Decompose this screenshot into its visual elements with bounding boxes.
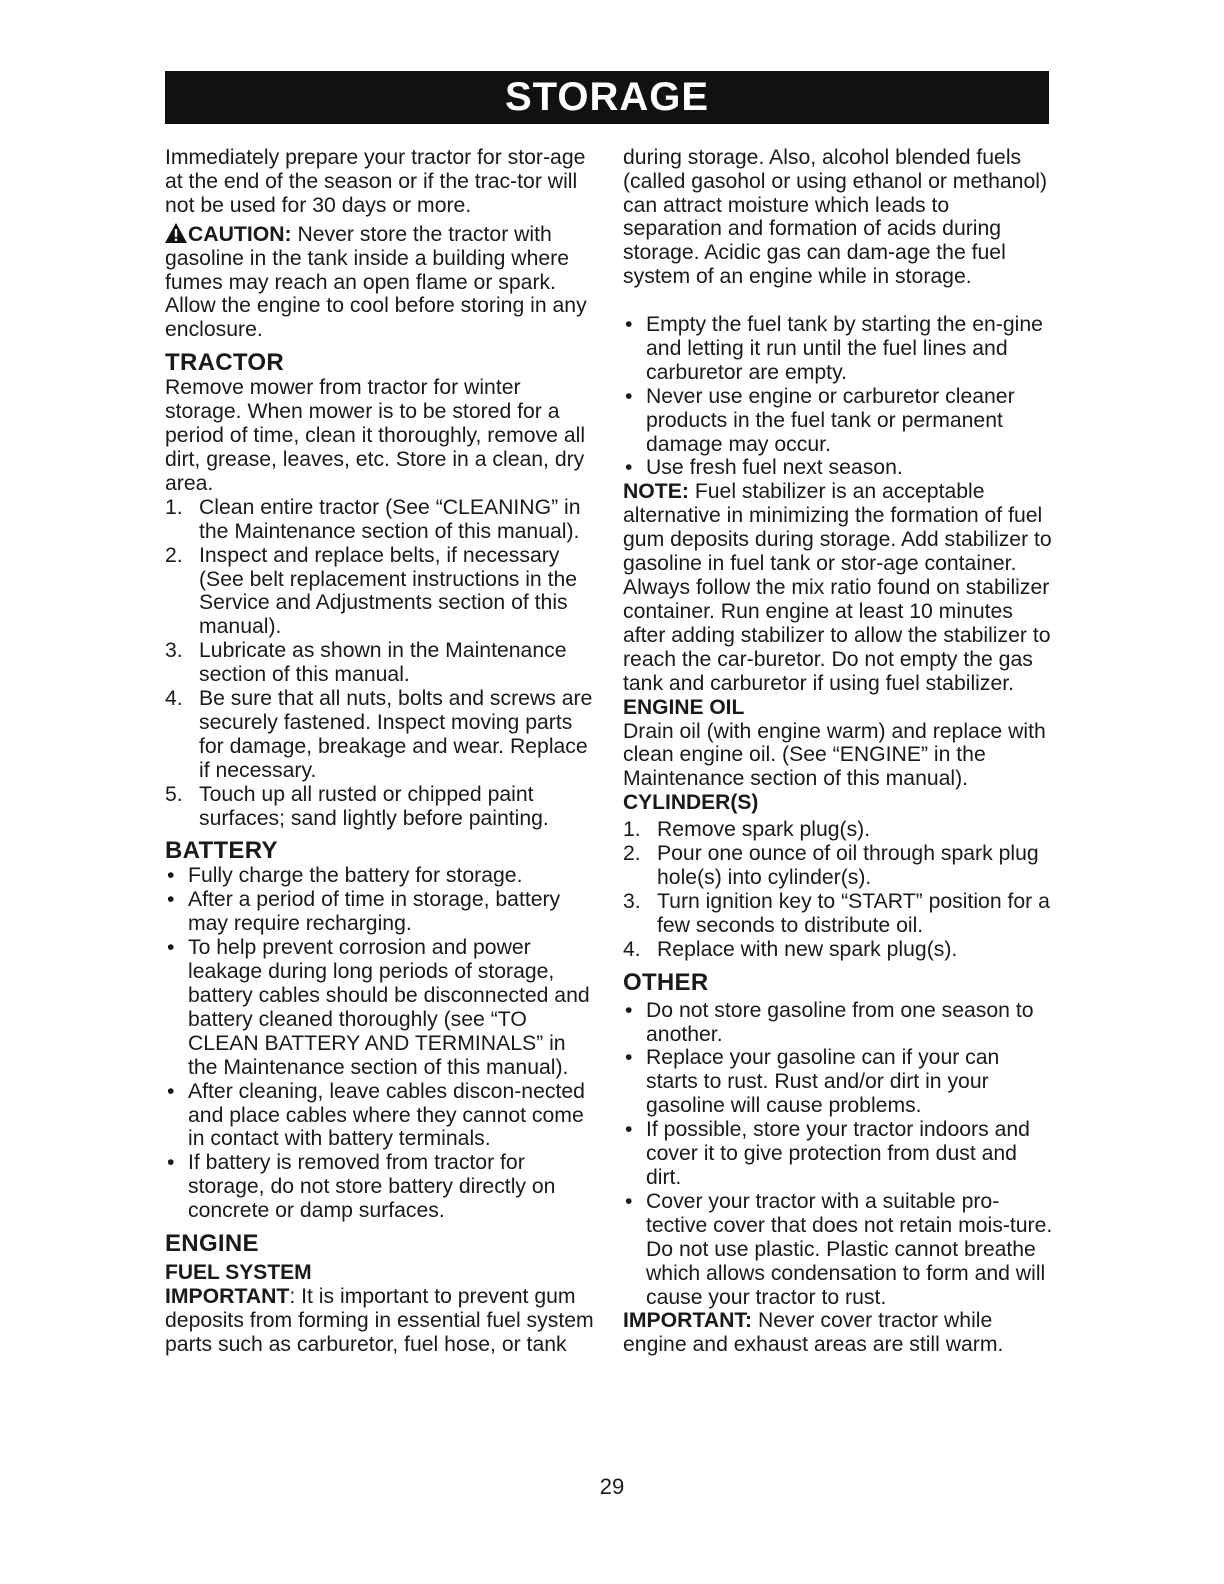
caution-label: CAUTION: — [188, 222, 292, 246]
fuel-important-text: during storage. Also, alcohol blended fuels (called gasohol or using ethanol or methanol) can attract moisture which leads to separation and formation of acids during storage. Acidic gas can dam-age the fuel system of an engine while in storage. — [623, 146, 1048, 289]
section-title-banner — [165, 71, 1049, 124]
engine-heading: ENGINE — [165, 1230, 259, 1258]
fuel-important-continuation — [623, 146, 1055, 313]
list-item: 1. Remove spark plug(s). — [623, 818, 871, 842]
important-label: IMPORTANT: — [623, 1309, 753, 1333]
other-heading: OTHER — [623, 968, 709, 996]
tractor-paragraph: Remove mower from tractor for winter storage. When mower is to be stored for a period of time, clean it thoroughly, remove all dirt, grease, leaves, etc. Store in a clean, dry area. — [165, 376, 586, 495]
battery-heading: BATTERY — [165, 837, 278, 865]
list-item: 3. Turn ignition key to “START” position for a few seconds to distribute oil. — [623, 889, 1050, 937]
fuel-bullet-list — [623, 313, 1055, 480]
list-item: • Fully charge the battery for storage. — [165, 864, 595, 888]
list-item: • After cleaning, leave cables discon-nected and place cables where they cannot come in contact with battery terminals. — [165, 1080, 595, 1152]
list-item: • Use fresh fuel next season. — [623, 456, 1055, 480]
tractor-heading: TRACTOR — [165, 349, 284, 377]
fuel-important-paragraph — [165, 1285, 595, 1357]
list-item: • If possible, store your tractor indoors and cover it to give protection from dust and dirt. — [623, 1118, 1055, 1190]
note-label: NOTE: — [623, 480, 689, 504]
page-number: 29 — [599, 1474, 625, 1499]
warning-triangle-icon — [165, 223, 187, 243]
cylinders-heading: CYLINDER(S) — [623, 791, 759, 815]
cylinder-steps-list — [623, 818, 1055, 961]
list-item: 2. Pour one ounce of oil through spark plug hole(s) into cylinder(s). — [623, 842, 1039, 890]
list-item: 3. Lubricate as shown in the Maintenance section of this manual. — [165, 639, 567, 687]
caution-text: Never store the tractor with gasoline in the tank inside a building where fumes may reach an open flame or spark. Allow the engine to cool before storing in any enclosure. — [165, 222, 587, 342]
left-column — [165, 146, 595, 1357]
list-item: • Cover your tractor with a suitable pro-tective cover that does not retain mois-ture. Do not use plastic. Plastic cannot breathe which allows condensation to form and will cause your tractor to rust. — [623, 1190, 1055, 1310]
fuel-important-text: : It is important to prevent gum deposits from forming in essential fuel system parts such as carburetor, fuel hose, or tank — [165, 1285, 594, 1356]
other-bullet-list — [623, 999, 1055, 1310]
other-important-paragraph — [623, 1309, 1055, 1357]
engine-oil-paragraph: Drain oil (with engine warm) and replace with clean engine oil. (See “ENGINE” in the Maintenance section of this manual). — [623, 719, 1046, 791]
important-label: IMPORTANT — [165, 1285, 290, 1309]
battery-bullet-list — [165, 864, 595, 1223]
fuel-system-heading: FUEL SYSTEM — [165, 1261, 312, 1285]
list-item: 4. Be sure that all nuts, bolts and screws are securely fastened. Inspect moving parts for damage, breakage and wear. Replace if necessary. — [165, 687, 593, 782]
tractor-steps-list — [165, 496, 595, 831]
list-item: • If battery is removed from tractor for storage, do not store battery directly on concrete or damp surfaces. — [165, 1151, 595, 1223]
list-item: 1. Clean entire tractor (See “CLEANING” in the Maintenance section of this manual). — [165, 495, 581, 543]
note-paragraph — [623, 480, 1055, 695]
list-item: • Empty the fuel tank by starting the en-gine and letting it run until the fuel lines and carburetor are empty. — [623, 313, 1055, 385]
note-text: Fuel stabilizer is an acceptable alternative in minimizing the formation of fuel gum deposits during storage. Add stabilizer to gasoline in fuel tank or stor-age container. Always follow the mix ratio found on stabilizer container. Run engine at least 10 minutes after adding stabilizer to allow the stabilizer to reach the car-buretor. Do not empty the gas tank and carburetor if using fuel stabilizer. — [623, 480, 1052, 695]
list-item: 4. Replace with new spark plug(s). — [623, 937, 958, 961]
caution-paragraph — [165, 223, 595, 343]
engine-oil-heading: ENGINE OIL — [623, 695, 745, 719]
list-item: • After a period of time in storage, battery may require recharging. — [165, 888, 595, 936]
list-item: • To help prevent corrosion and power leakage during long periods of storage, battery cables should be disconnected and battery cleaned thoroughly (see “TO CLEAN BATTERY AND TERMINALS” in the Maintenance section of this manual). — [165, 936, 595, 1079]
other-important-text: Never cover tractor while engine and exhaust areas are still warm. — [623, 1309, 1004, 1357]
list-item: • Do not store gasoline from one season to another. — [623, 999, 1055, 1047]
list-item: • Never use engine or carburetor cleaner products in the fuel tank or permanent damage may occur. — [623, 385, 1055, 457]
intro-paragraph: Immediately prepare your tractor for stor-age at the end of the season or if the trac-tor will not be used for 30 days or more. — [165, 146, 586, 217]
list-item: • Replace your gasoline can if your can starts to rust. Rust and/or dirt in your gasoline will cause problems. — [623, 1046, 1055, 1118]
right-column — [623, 146, 1055, 1357]
list-item: 2. Inspect and replace belts, if necessary (See belt replacement instructions in the Service and Adjustments section of this manual). — [165, 543, 578, 639]
page-title: STORAGE — [504, 75, 710, 119]
list-item: 5. Touch up all rusted or chipped paint surfaces; sand lightly before painting. — [165, 782, 549, 830]
